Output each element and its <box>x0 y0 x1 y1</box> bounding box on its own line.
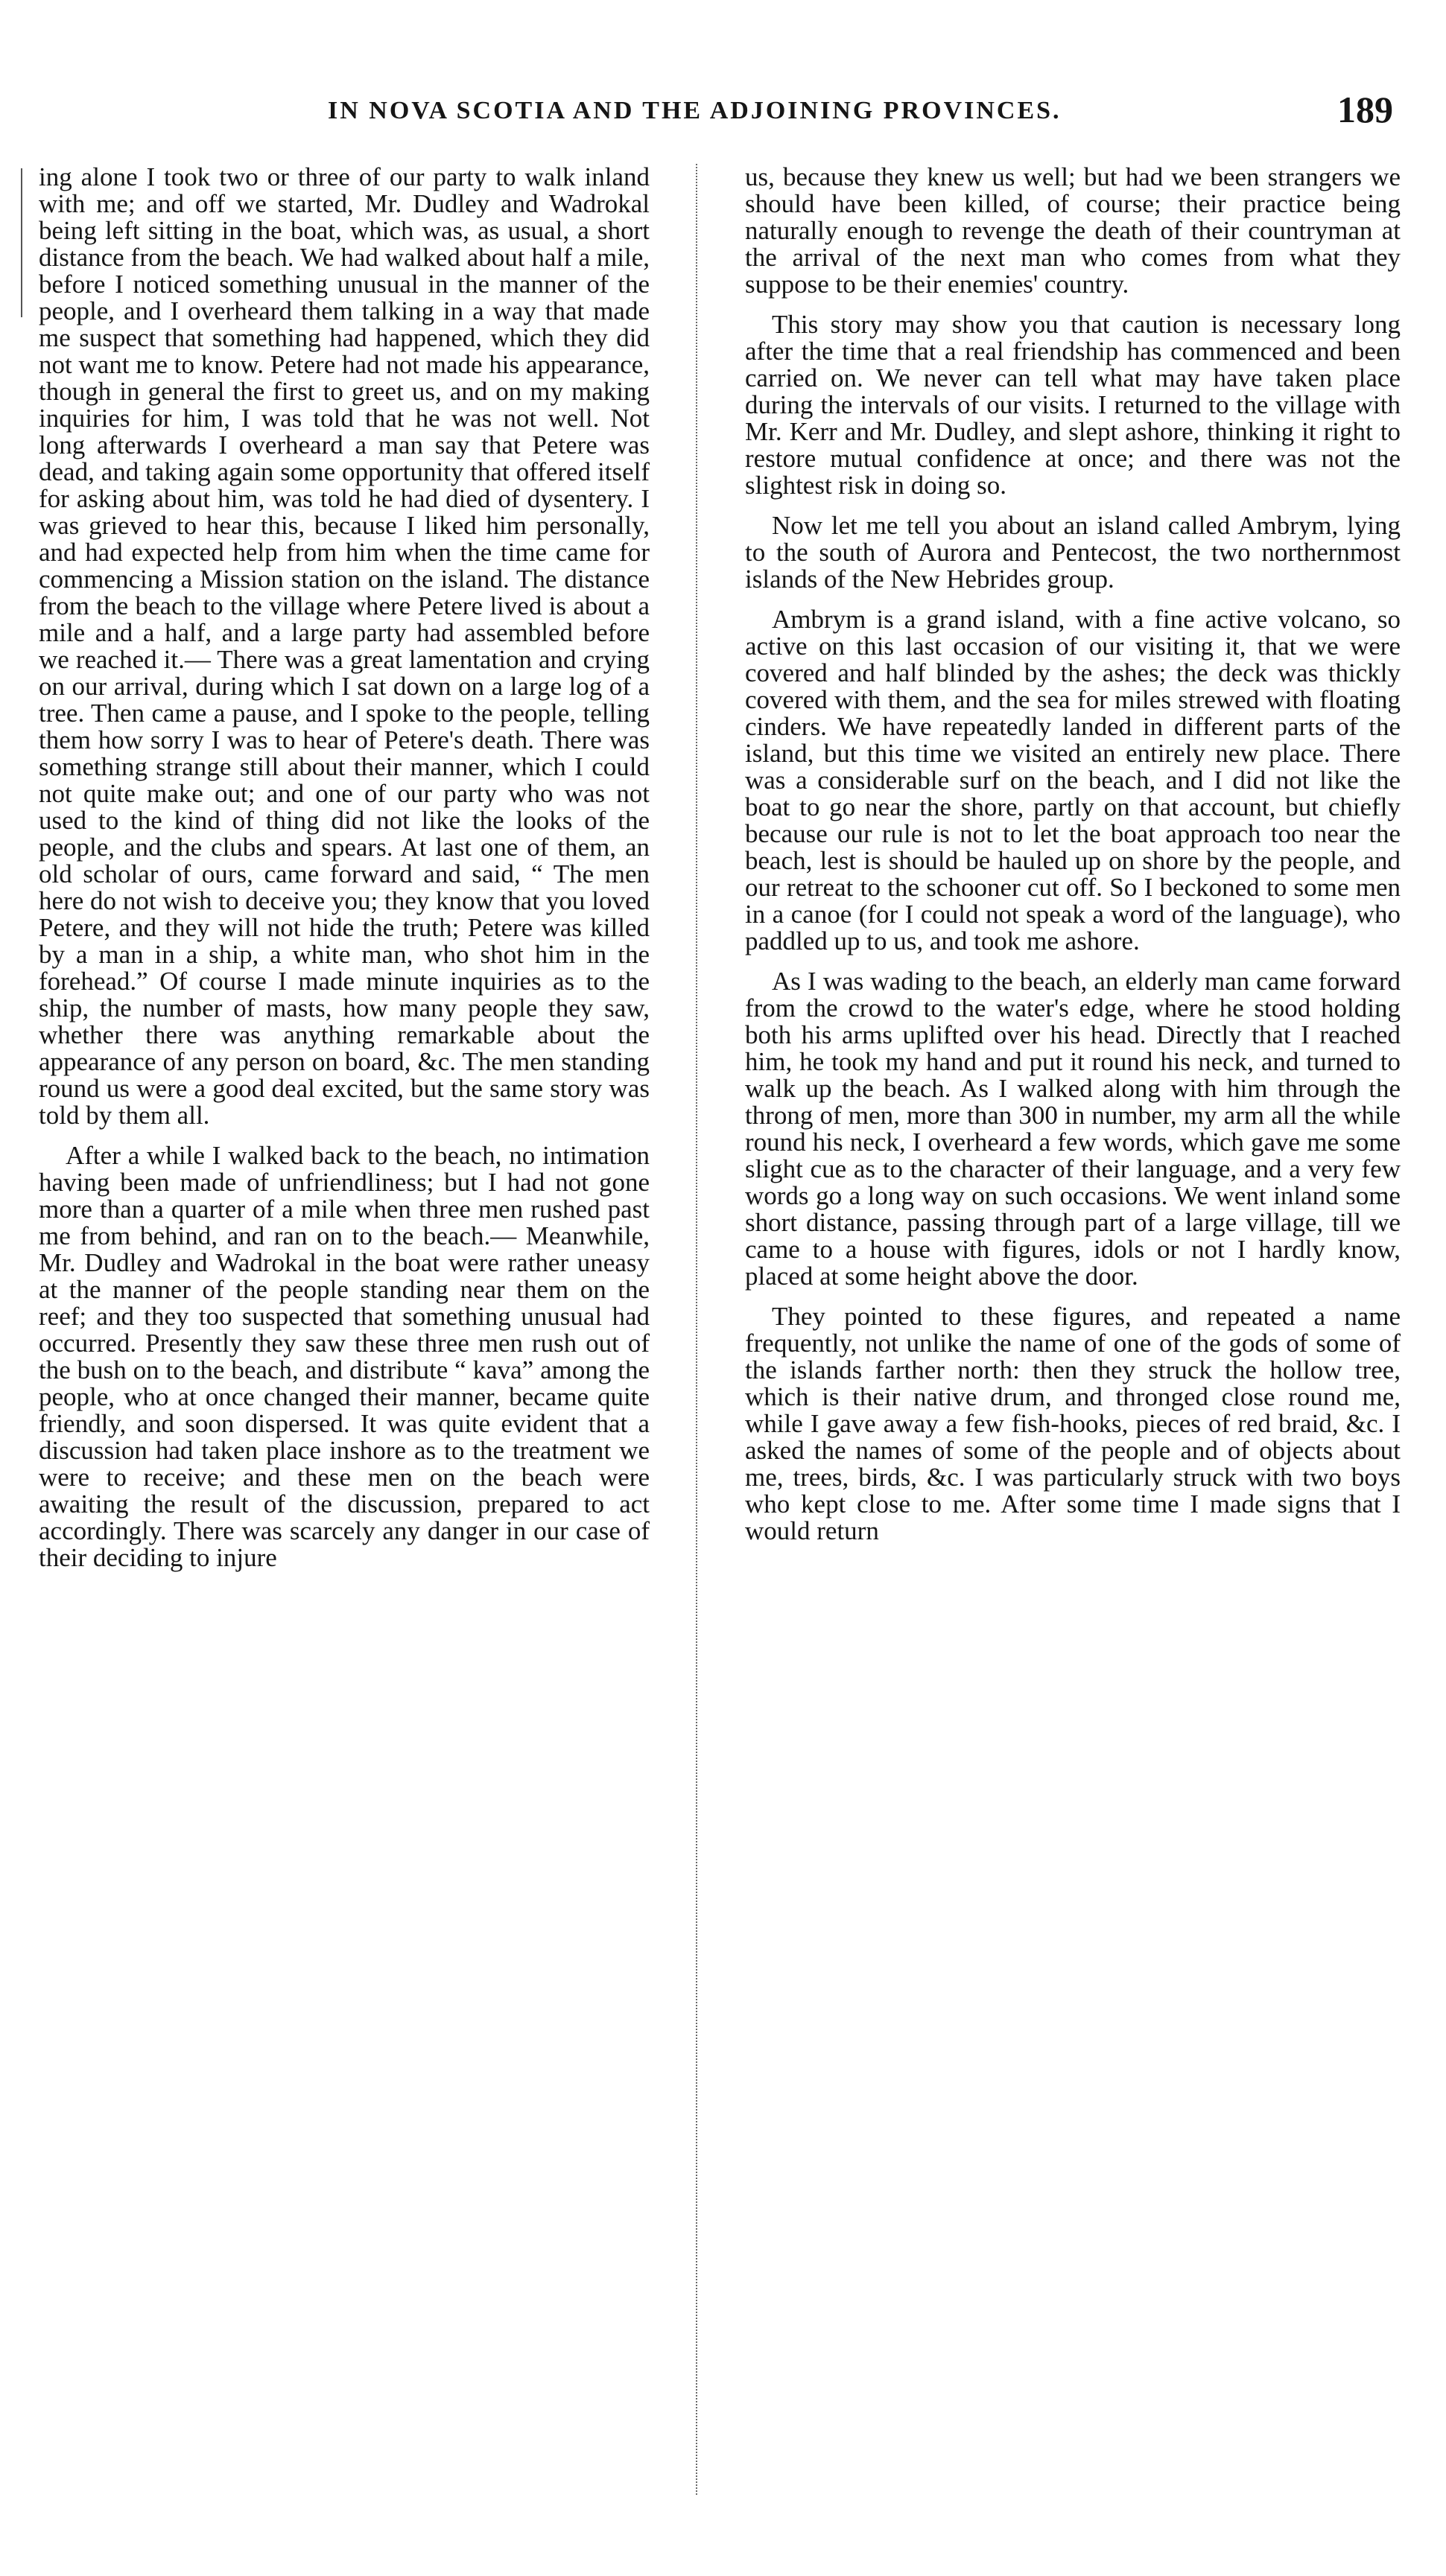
left-column <box>39 164 650 2532</box>
paragraph: They pointed to these figures, and repeated a name frequently, not unlike the name of one of the gods of some of the islands farther north: then they struck the hollow tree, which is their native drum, and thronged close round me, while I gave away a few fish-hooks, pieces of red braid, &c. I asked the names of some of the people and of objects about me, trees, birds, &c. I was particularly struck with two boys who kept close to me. After some time I made signs that I would return <box>745 1302 1401 1545</box>
paragraph: ing alone I took two or three of our party to walk inland with me; and off we started, Mr. Dudley and Wadrokal being left sitting in the boat, which was, as usual, a short distance from the beach. We had walked about half a mile, before I noticed something unusual in the manner of the people, and I overheard them talking in a way that made me suspect that something had happened, which they did not want me to know. Petere had not made his appearance, though in general the first to greet us, and on my making inquiries for him, I was told that he was not well. Not long afterwards I overheard a man say that Petere was dead, and taking again some opportunity that offered itself for asking about him, was told he had died of dysentery. I was grieved to hear this, because I liked him personally, and had expected help from him when the time came for commencing a Mission station on the island. The distance from the beach to the village where Petere lived is about a mile and a half, and a large party had assembled before we reached it.— There was a great lamentation and crying on our arrival, during which I sat down on a large log of a tree. Then came a pause, and I spoke to the people, telling them how sorry I was to hear of Petere's death. There was something strange still about their manner, which I could not quite make out; and one of our party who was not used to the kind of thing did not like the looks of the people, and the clubs and spears. At last one of them, an old scholar of ours, came forward and said, “ The men here do not wish to deceive you; they know that you loved Petere, and they will not hide the truth; Petere was killed by a man in a ship, a white man, who shot him in the forehead.” Of course I made minute inquiries as to the ship, the number of masts, how many people they saw, whether there was anything remarkable about the appearance of any person on board, &c. The men standing round us were a good deal excited, but the same story was told by them all. <box>39 164 650 1130</box>
page-number: 189 <box>1337 89 1393 130</box>
column-divider <box>696 164 697 2495</box>
paragraph: Now let me tell you about an island called Ambrym, lying to the south of Aurora and Pentecost, the two northernmost islands of the New Hebrides group. <box>745 511 1401 594</box>
running-head <box>0 86 1446 139</box>
right-column <box>745 164 1401 2532</box>
paragraph: This story may show you that caution is necessary long after the time that a real friendship has commenced and been carried on. We never can tell what may have taken place during the intervals of our visits. I returned to the village with Mr. Kerr and Mr. Dudley, and slept ashore, thinking it right to restore mutual confidence at once; and there was not the slightest risk in doing so. <box>745 310 1401 500</box>
margin-mark <box>21 168 22 317</box>
paragraph: As I was wading to the beach, an elderly man came forward from the crowd to the water's edge, where he stood holding both his arms uplifted over his head. Directly that I reached him, he took my hand and put it round his neck, and turned to walk up the beach. As I walked along with him through the throng of men, more than 300 in number, my arm all the while round his neck, I overheard a few words, which gave me some slight cue as to the character of their language, and a very few words go a long way on such occasions. We went inland some short distance, passing through part of a large village, till we came to a house with figures, idols or not I hardly know, placed at some height above the door. <box>745 967 1401 1291</box>
paragraph: us, because they knew us well; but had we been strangers we should have been killed, of course; their practice being naturally enough to revenge the death of their countryman at the arrival of the next man who comes from what they suppose to be their enemies' country. <box>745 164 1401 299</box>
paragraph: After a while I walked back to the beach, no intimation having been made of unfriendliness; but I had not gone more than a quarter of a mile when three men rushed past me from behind, and ran on to the beach.— Meanwhile, Mr. Dudley and Wadrokal in the boat were rather uneasy at the manner of the people standing near them on the reef; and they too suspected that something unusual had occurred. Presently they saw these three men rush out of the bush on to the beach, and distribute “ kava” among the people, who at once changed their manner, became quite friendly, and soon dispersed. It was quite evident that a discussion had taken place inshore as to the treatment we were to receive; and these men on the beach were awaiting the result of the discussion, prepared to act accordingly. There was scarcely any danger in our case of their deciding to injure <box>39 1141 650 1572</box>
paragraph: Ambrym is a grand island, with a fine active volcano, so active on this last occasion of our visiting it, that we were covered and half blinded by the ashes; the deck was thickly covered with them, and the sea for miles strewed with floating cinders. We have repeatedly landed in different parts of the island, but this time we visited an entirely new place. There was a considerable surf on the beach, and I did not like the boat to go near the shore, partly on that account, but chiefly because our rule is not to let the boat approach too near the beach, lest is should be hauled up on shore by the people, and our retreat to the schooner cut off. So I beckoned to some men in a canoe (for I could not speak a word of the language), who paddled up to us, and took me ashore. <box>745 605 1401 955</box>
running-title: IN NOVA SCOTIA AND THE ADJOINING PROVINCES. <box>328 97 1062 124</box>
